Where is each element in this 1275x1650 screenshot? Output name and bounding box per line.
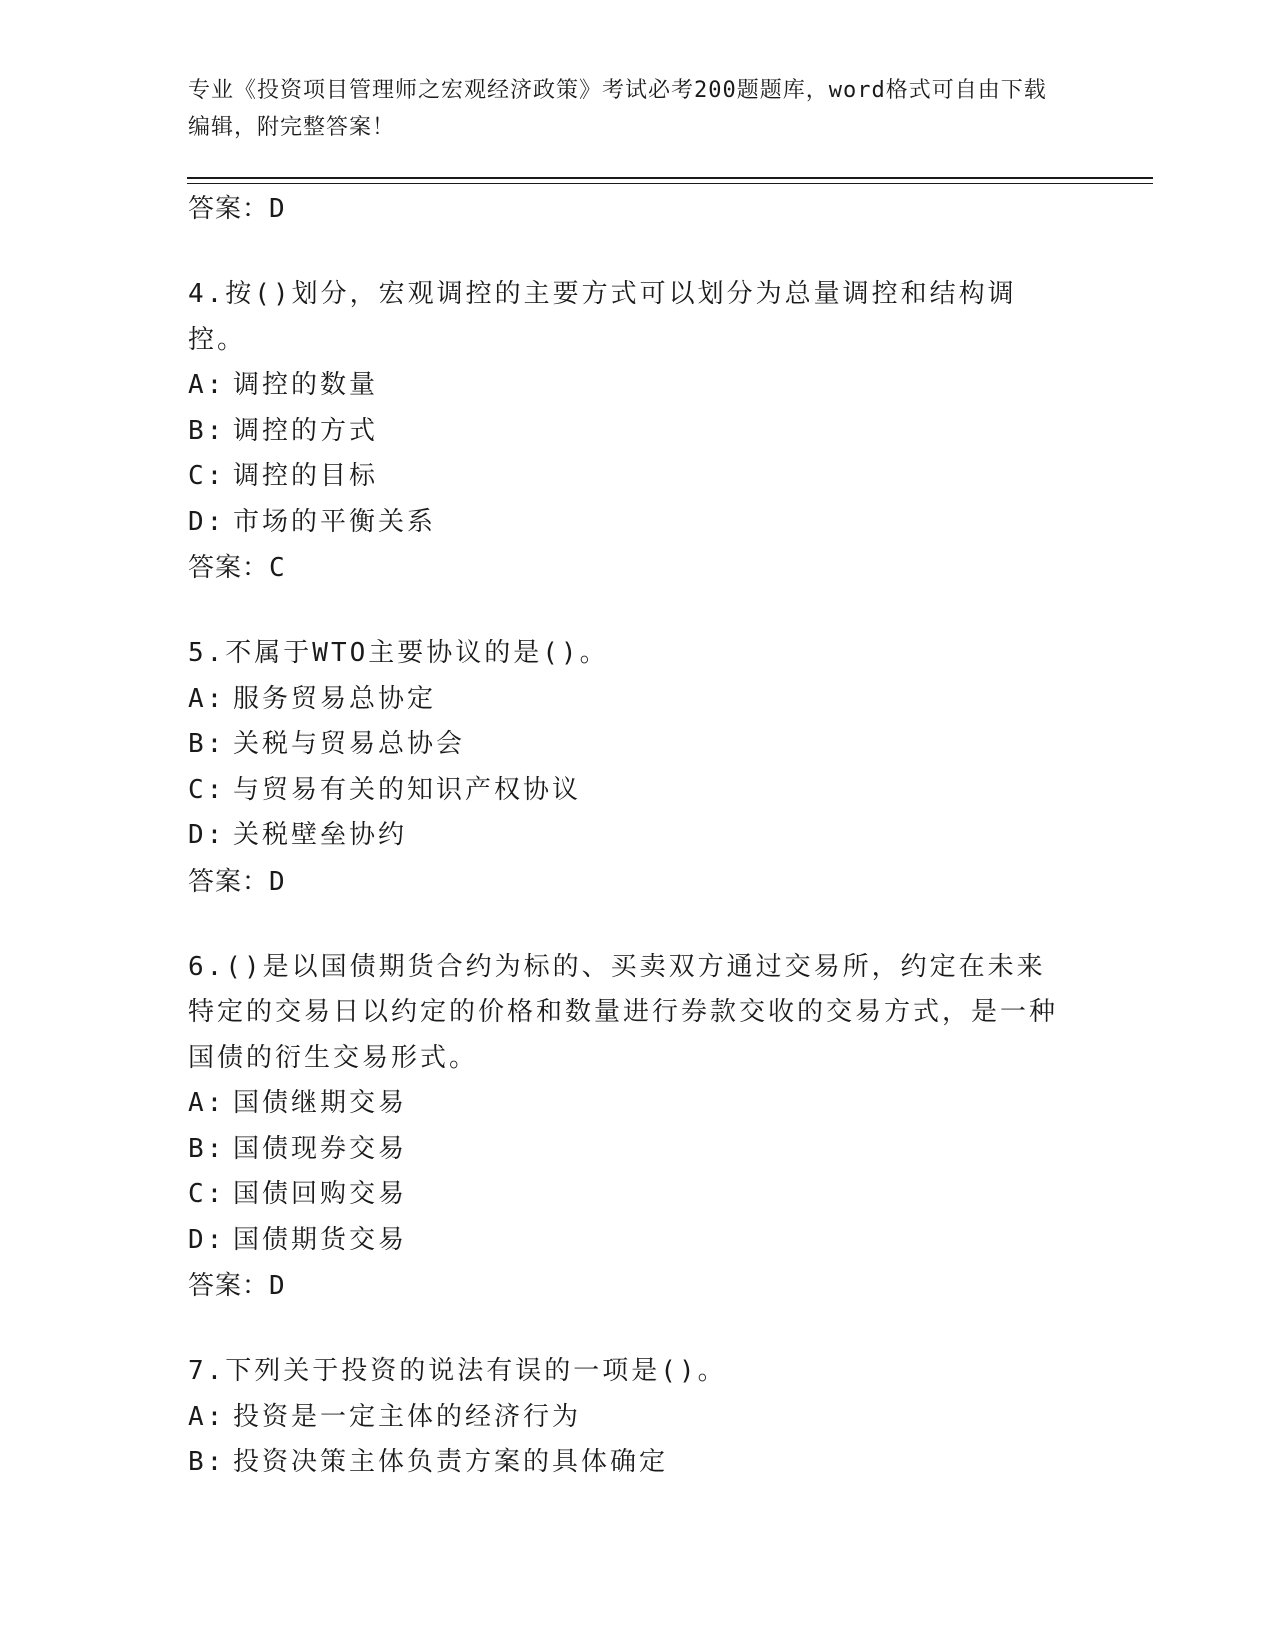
option-text: 国债现券交易	[233, 1133, 408, 1164]
option-key: B:	[188, 1133, 226, 1164]
question-stem: 4.按()划分，宏观调控的主要方式可以划分为总量调控和结构调控。	[188, 279, 1017, 355]
option-text: 调控的目标	[233, 461, 379, 491]
option-d	[188, 1218, 1068, 1264]
option-text: 国债期货交易	[233, 1224, 408, 1255]
option-b	[188, 1440, 1068, 1486]
option-c	[188, 768, 1068, 814]
question-block	[188, 1349, 1068, 1486]
question-block	[188, 945, 1068, 1310]
question-block	[188, 631, 1068, 905]
answer-line: 答案：C	[188, 553, 286, 583]
answer-line: 答案：D	[188, 194, 286, 224]
option-key: C:	[188, 774, 226, 805]
option-key: A:	[188, 1401, 226, 1432]
option-key: D:	[188, 1224, 226, 1255]
option-text: 投资是一定主体的经济行为	[233, 1401, 582, 1432]
document-header: 专业《投资项目管理师之宏观经济政策》考试必考200题题库，word格式可自由下载编辑，附完整答案！	[188, 78, 1047, 140]
option-text: 服务贸易总协定	[233, 683, 437, 714]
option-b	[188, 722, 1068, 768]
option-a	[188, 1081, 1068, 1127]
option-text: 调控的方式	[233, 415, 379, 446]
option-key: B:	[188, 1447, 226, 1477]
option-key: C:	[188, 1179, 226, 1209]
option-text: 调控的数量	[233, 370, 379, 400]
option-a	[188, 1395, 1068, 1441]
option-b	[188, 1127, 1068, 1173]
option-text: 关税壁垒协约	[233, 820, 408, 850]
option-text: 国债继期交易	[233, 1088, 408, 1118]
option-key: A:	[188, 1088, 226, 1118]
question-stem: 7.下列关于投资的说法有误的一项是()。	[188, 1356, 727, 1386]
spacer	[188, 232, 1068, 272]
option-d	[188, 813, 1068, 859]
option-text: 关税与贸易总协会	[233, 729, 466, 759]
question-block	[188, 272, 1068, 591]
option-key: A:	[188, 683, 226, 714]
question-stem: 5.不属于WTO主要协议的是()。	[188, 638, 609, 668]
option-c	[188, 1172, 1068, 1218]
option-key: B:	[188, 729, 226, 759]
option-c	[188, 454, 1068, 500]
spacer	[188, 1309, 1068, 1349]
question-stem: 6.()是以国债期货合约为标的、买卖双方通过交易所，约定在未来特定的交易日以约定的价格和数量进行券款交收的交易方式，是一种国债的衍生交易形式。	[188, 951, 1059, 1073]
question-list	[188, 186, 1068, 1486]
answer-line: 答案：D	[188, 866, 286, 897]
answer-line: 答案：D	[188, 1271, 286, 1301]
option-a	[188, 363, 1068, 409]
option-d	[188, 500, 1068, 546]
spacer	[188, 591, 1068, 631]
option-key: D:	[188, 506, 226, 537]
option-key: B:	[188, 415, 226, 446]
option-key: A:	[188, 370, 226, 400]
option-key: C:	[188, 461, 226, 491]
option-text: 与贸易有关的知识产权协议	[233, 774, 582, 805]
header-rule-thick	[187, 177, 1153, 179]
header-rule-thin	[187, 183, 1153, 184]
option-key: D:	[188, 820, 226, 850]
spacer	[188, 905, 1068, 945]
option-a	[188, 677, 1068, 723]
option-text: 国债回购交易	[233, 1179, 408, 1209]
option-text: 投资决策主体负责方案的具体确定	[233, 1447, 669, 1477]
option-text: 市场的平衡关系	[233, 506, 437, 537]
option-b	[188, 409, 1068, 455]
